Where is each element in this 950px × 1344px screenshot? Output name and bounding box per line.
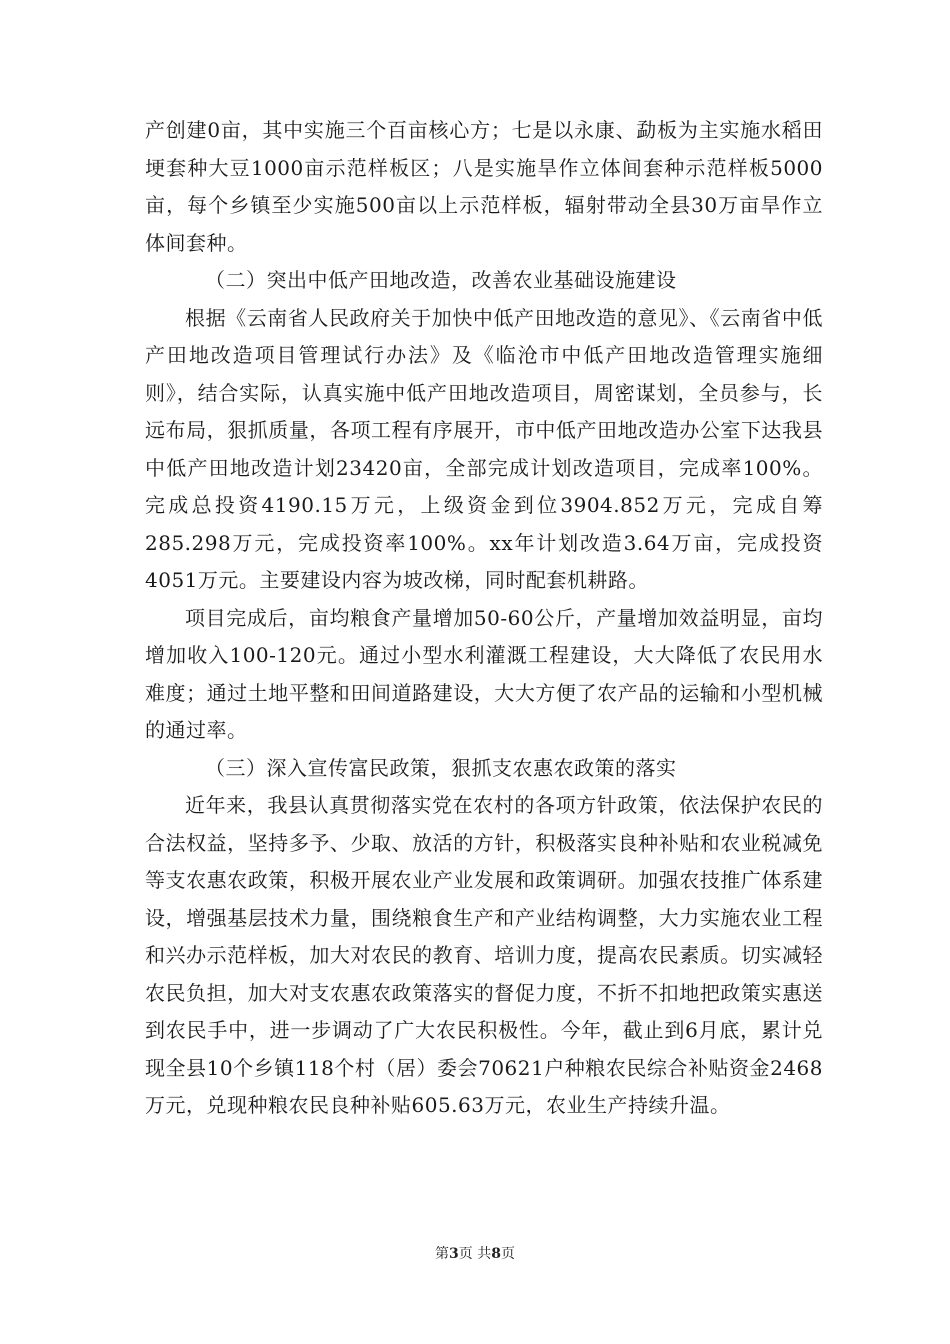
paragraph-policy: 近年来，我县认真贯彻落实党在农村的各项方针政策，依法保护农民的合法权益，坚持多予、少取、放活的方针，积极落实良种补贴和农业税减免等支农惠农政策，积极开展农业产业发展和政策调研。加强农技推广体系建设，增强基层技术力量，围绕粮食生产和产业结构调整，大力实施农业工程和兴办示范样板，加大对农民的教育、培训力度，提高农民素质。切实减轻农民负担，加大对支农惠农政策落实的督促力度，不折不扣地把政策实惠送到农民手中，进一步调动了广大农民积极性。今年，截止到6月底，累计兑现全县10个乡镇118个村（居）委会70621户种粮农民综合补贴资金2468万元，兑现种粮农民良种补贴605.63万元，农业生产持续升温。 — [145, 793, 823, 1117]
paragraph-continued: 产创建0亩，其中实施三个百亩核心方；七是以永康、勐板为主实施水稻田埂套种大豆1000亩示范样板区；八是实施旱作立体间套种示范样板5000亩，每个乡镇至少实施500亩以上示范样板，辐射带动全县30万亩旱作立体间套种。 — [145, 118, 823, 255]
footer-current-page: 3 — [449, 1246, 459, 1262]
footer-middle: 页 共 — [458, 1246, 492, 1262]
footer-total-pages: 8 — [491, 1246, 501, 1262]
section-heading-3: （三）深入宣传富民政策，狠抓支农惠农政策的落实 — [205, 755, 677, 780]
document-body — [145, 112, 823, 1125]
footer-prefix: 第 — [435, 1246, 450, 1262]
paragraph-renovation: 根据《云南省人民政府关于加快中低产田地改造的意见》、《云南省中低产田地改造项目管理试行办法》及《临沧市中低产田地改造管理实施细则》，结合实际，认真实施中低产田地改造项目，周密谋划，全员参与，长远布局，狠抓质量，各项工程有序展开，市中低产田地改造办公室下达我县中低产田地改造计划23420亩，全部完成计划改造项目，完成率100%。完成总投资4190.15万元，上级资金到位3904.852万元，完成自筹285.298万元，完成投资率100%。xx年计划改造3.64万亩，完成投资4051万元。主要建设内容为坡改梯，同时配套机耕路。 — [145, 305, 823, 592]
paragraph-results: 项目完成后，亩均粮食产量增加50-60公斤，产量增加效益明显，亩均增加收入100-120元。通过小型水利灌溉工程建设，大大降低了农民用水难度；通过土地平整和田间道路建设，大大方便了农产品的运输和小型机械的通过率。 — [145, 605, 823, 742]
footer-suffix: 页 — [500, 1246, 515, 1262]
page-footer — [0, 1244, 950, 1264]
section-heading-2: （二）突出中低产田地改造，改善农业基础设施建设 — [205, 268, 677, 292]
